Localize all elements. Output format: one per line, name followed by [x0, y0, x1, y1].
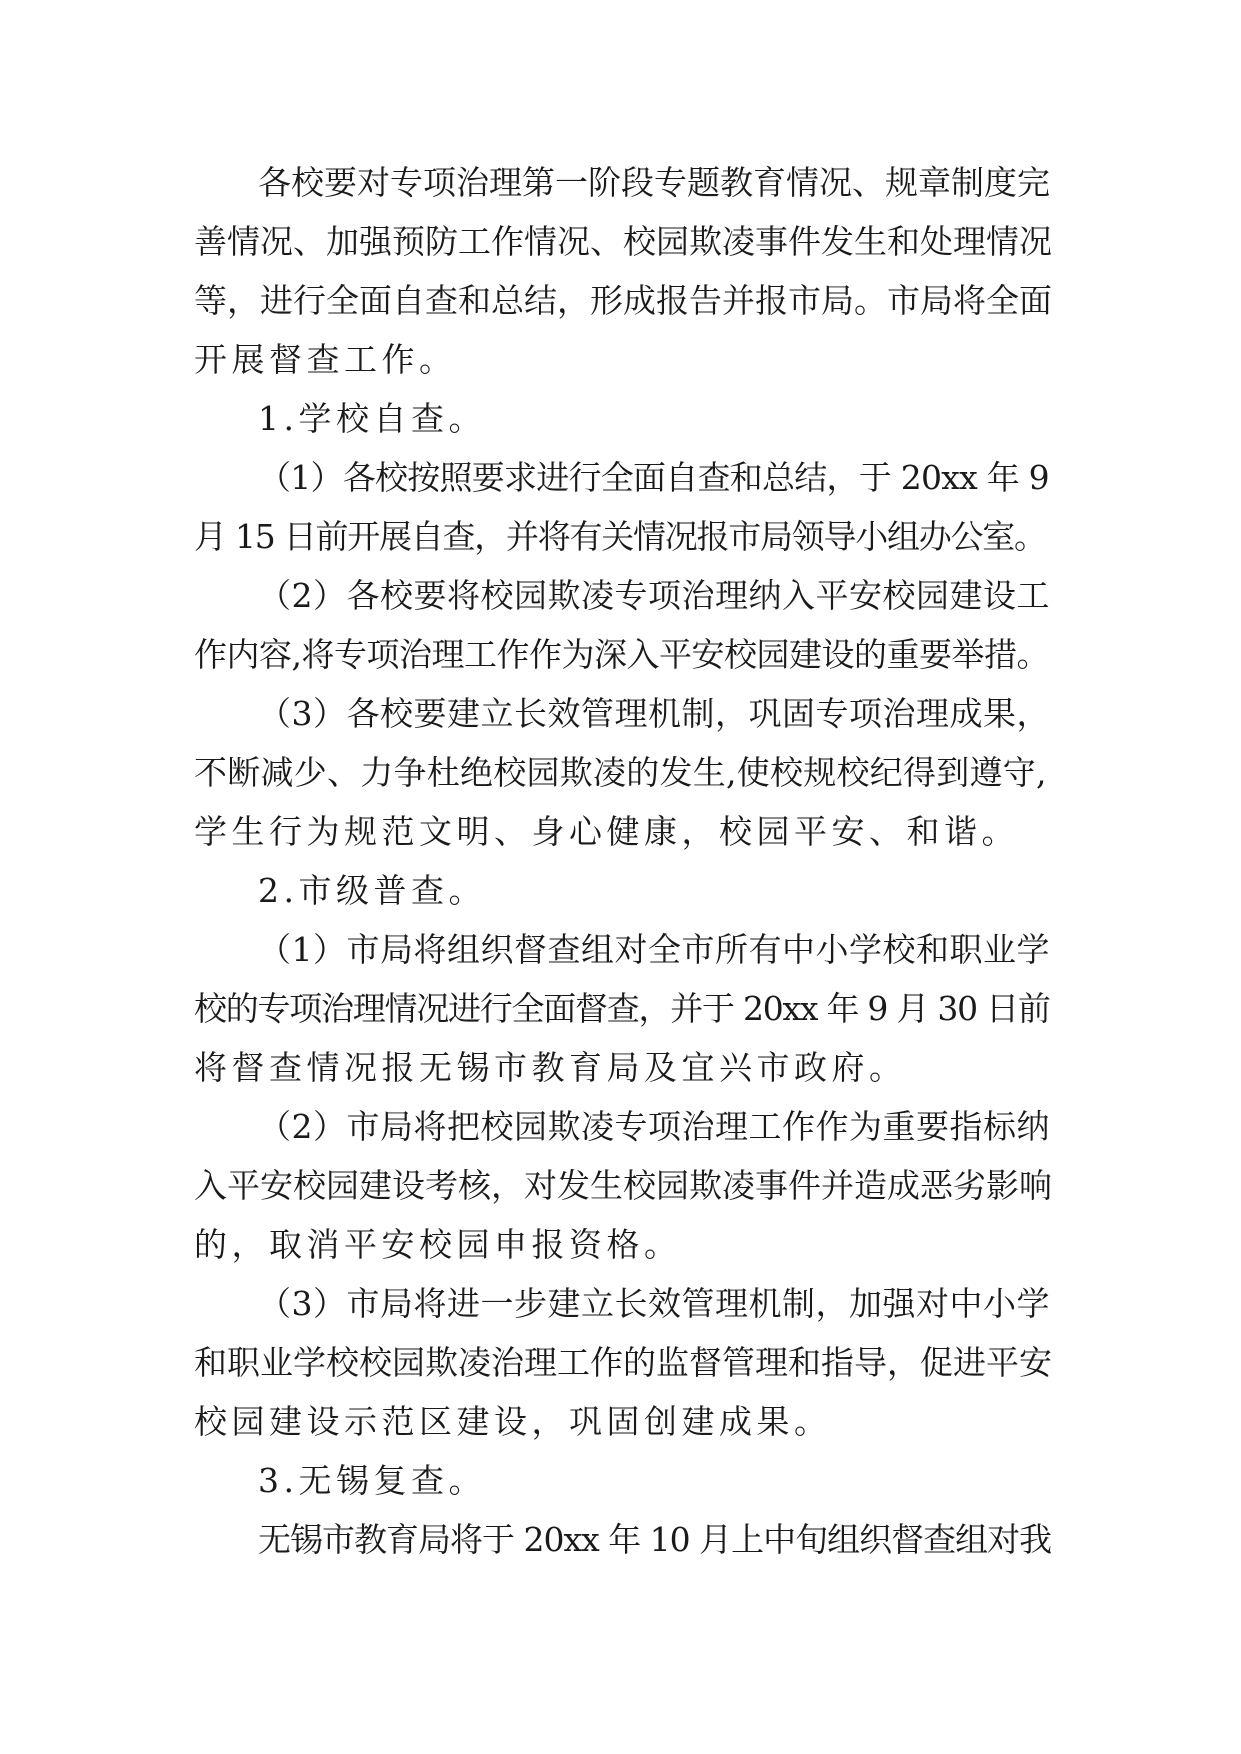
- paragraph-line: 入平安校园建设考核，对发生校园欺凌事件并造成恶劣影响: [194, 1166, 1052, 1205]
- paragraph-line: 善情况、加强预防工作情况、校园欺凌事件发生和处理情况: [194, 222, 1052, 261]
- section-heading: 3.无锡复查。: [258, 1461, 486, 1500]
- paragraph-line: 等，进行全面自查和总结，形成报告并报市局。市局将全面: [194, 281, 1052, 320]
- paragraph-line: 开展督查工作。: [194, 340, 457, 379]
- paragraph-line: （1）各校按照要求进行全面自查和总结，于 20xx 年 9: [258, 458, 1049, 497]
- paragraph-line: 学生行为规范文明、身心健康，校园平安、和谐。: [194, 812, 1019, 851]
- paragraph-line: （2）市局将把校园欺凌专项治理工作作为重要指标纳: [258, 1107, 1050, 1146]
- paragraph-line: 校园建设示范区建设，巩固创建成果。: [194, 1402, 832, 1441]
- paragraph-line: 不断减少、力争杜绝校园欺凌的发生,使校规校纪得到遵守,: [194, 753, 1047, 792]
- paragraph-line: （2）各校要将校园欺凌专项治理纳入平安校园建设工: [258, 576, 1050, 615]
- paragraph-line: 的，取消平安校园申报资格。: [194, 1225, 682, 1264]
- paragraph-line: 校的专项治理情况进行全面督查，并于 20xx 年 9 月 30 日前: [194, 989, 1050, 1028]
- section-heading: 2.市级普查。: [258, 871, 486, 910]
- paragraph-line: 和职业学校校园欺凌治理工作的监督管理和指导，促进平安: [194, 1343, 1052, 1382]
- paragraph-line: 将督查情况报无锡市教育局及宜兴市政府。: [194, 1048, 907, 1087]
- paragraph-line: 无锡市教育局将于 20xx 年 10 月上中旬组织督查组对我: [258, 1520, 1052, 1559]
- paragraph-line: 各校要对专项治理第一阶段专题教育情况、规章制度完: [258, 163, 1050, 202]
- paragraph-line: 月 15 日前开展自查，并将有关情况报市局领导小组办公室。: [194, 517, 1046, 556]
- paragraph-line: （1）市局将组织督查组对全市所有中小学校和职业学: [258, 930, 1050, 969]
- paragraph-line: （3）各校要建立长效管理机制，巩固专项治理成果，: [258, 694, 1050, 733]
- paragraph-line: 作内容,将专项治理工作作为深入平安校园建设的重要举措。: [194, 635, 1049, 674]
- paragraph-line: （3）市局将进一步建立长效管理机制，加强对中小学: [258, 1284, 1050, 1323]
- section-heading: 1.学校自查。: [258, 399, 486, 438]
